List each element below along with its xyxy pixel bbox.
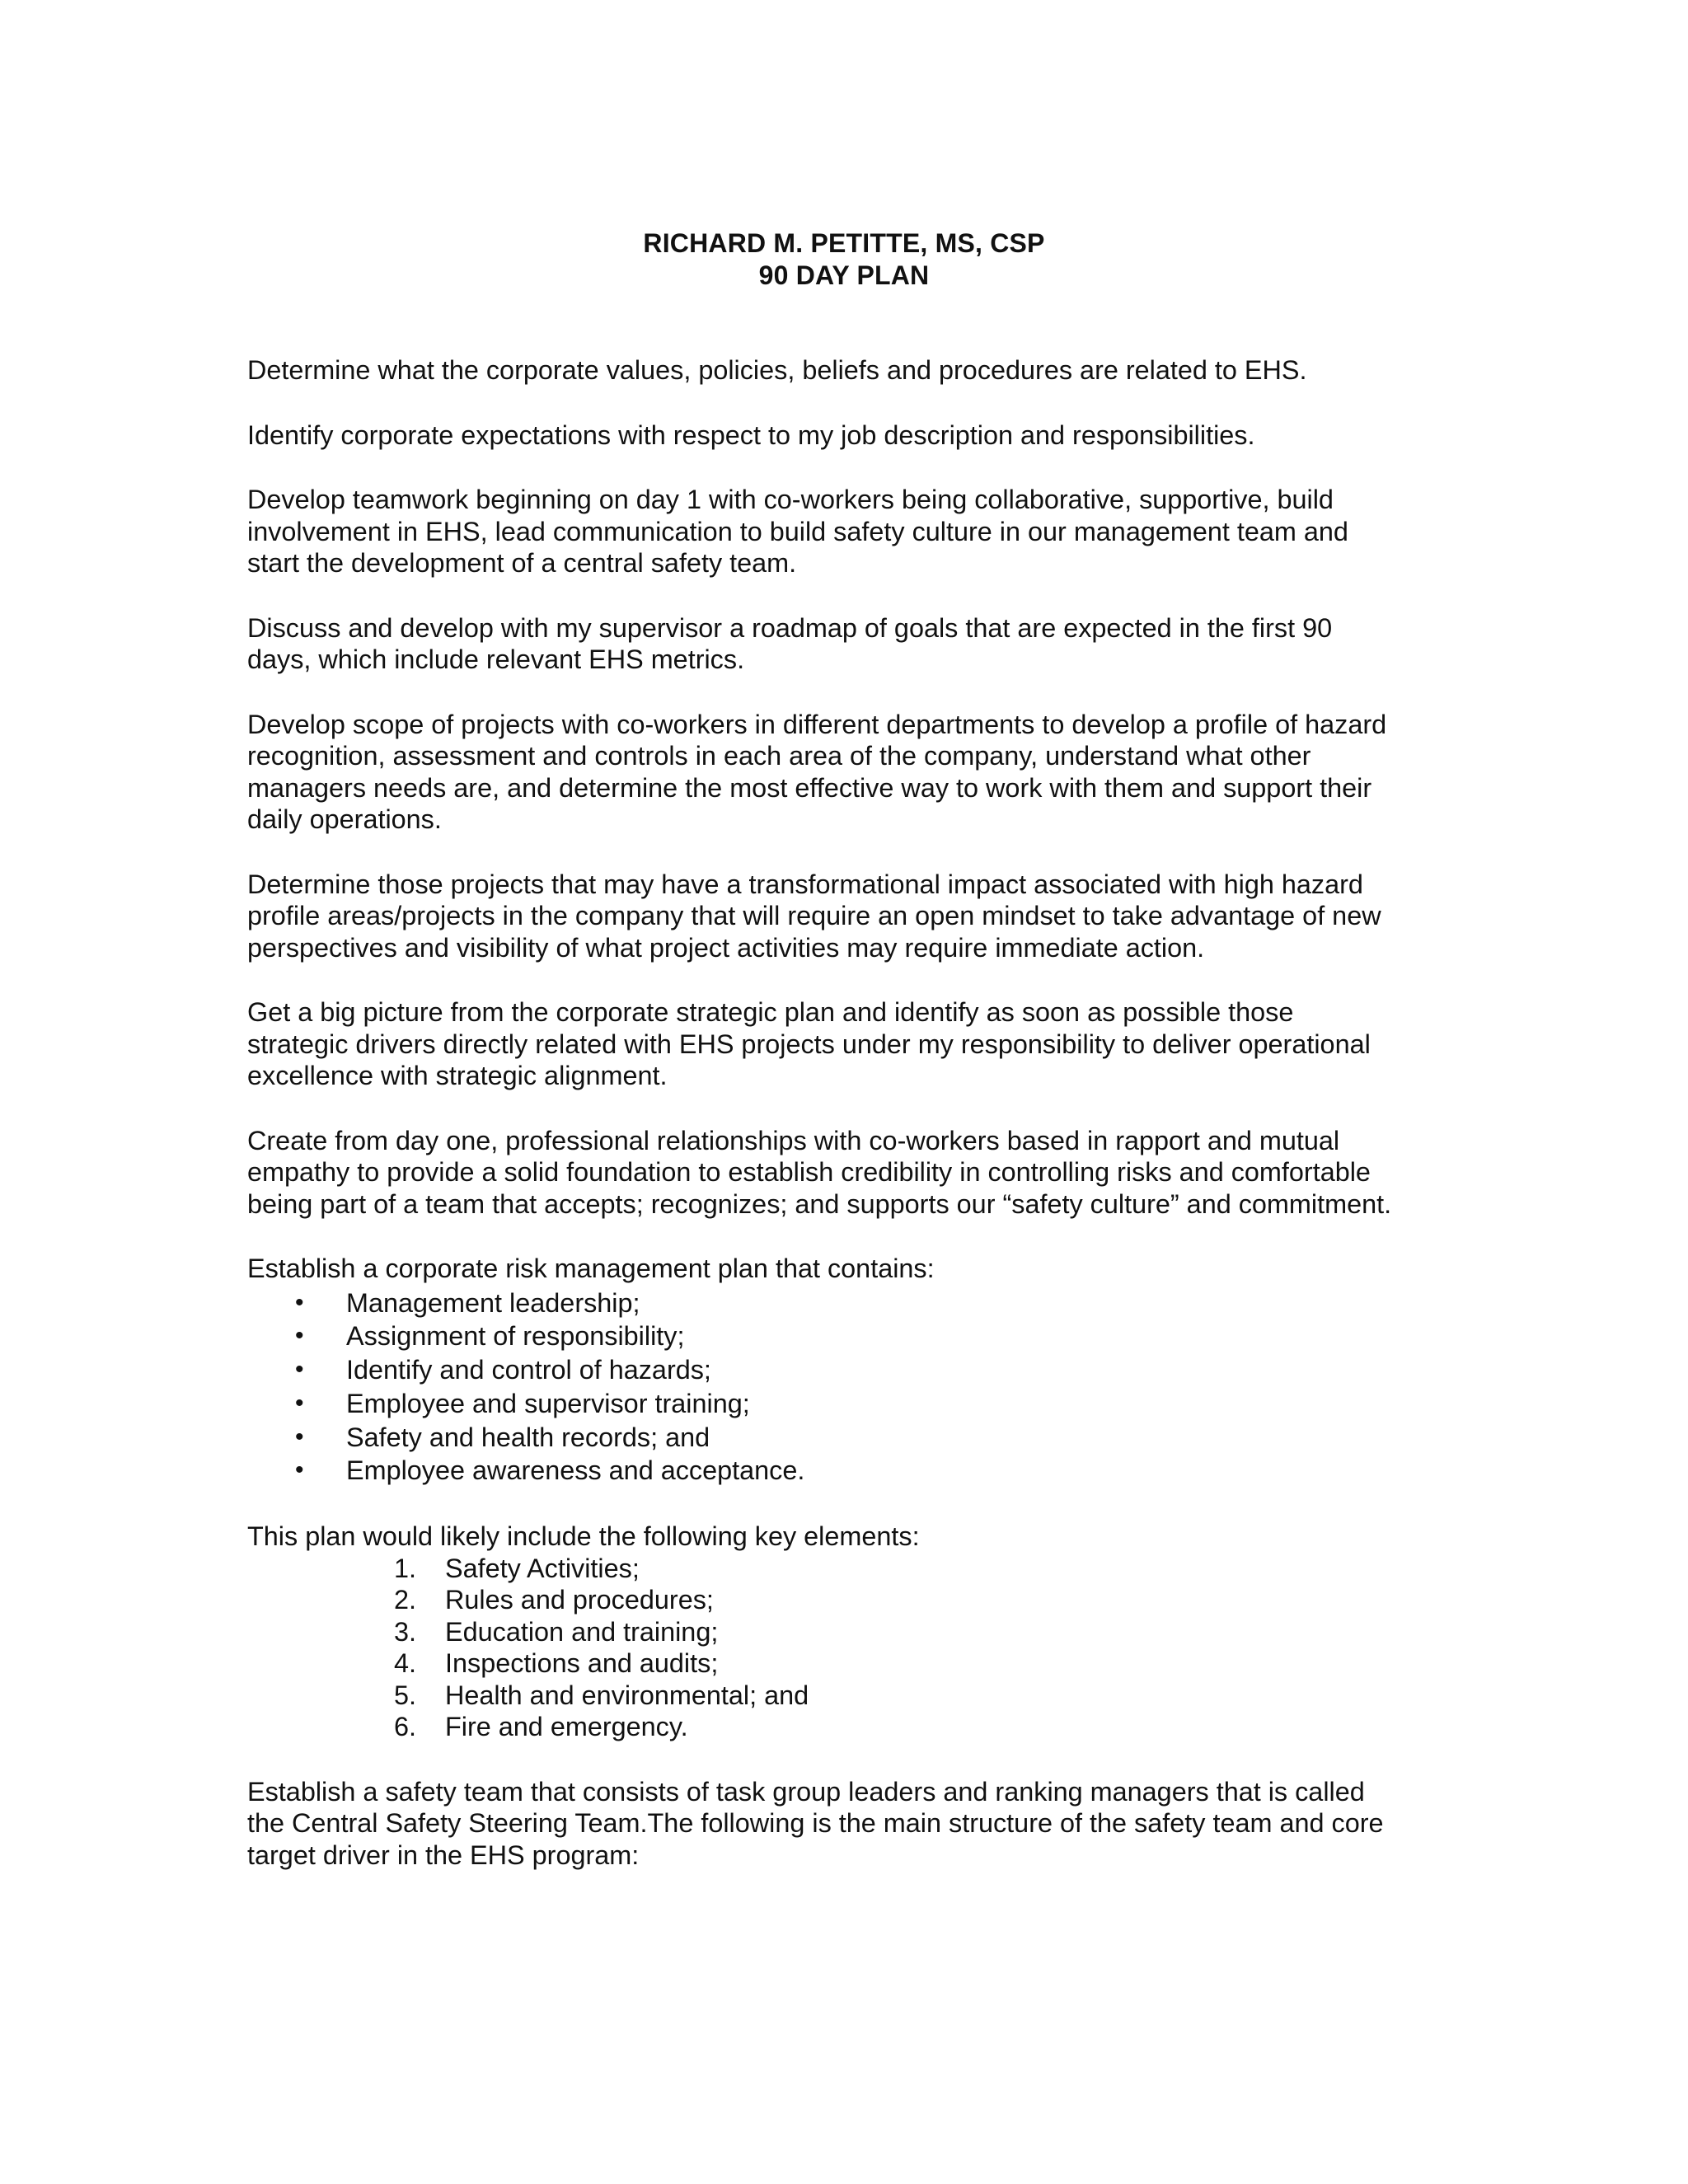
list-item-text: Employee awareness and acceptance. <box>346 1455 805 1486</box>
text-line: start the development of a central safety team. <box>247 548 797 578</box>
text-line: empathy to provide a solid foundation to establish credibility in controlling risks and comfortable <box>247 1157 1371 1187</box>
list-number: 5. <box>394 1680 417 1710</box>
paragraph <box>247 612 1434 676</box>
list-item-text: Health and environmental; and <box>445 1680 809 1710</box>
bullet-icon: • <box>295 1288 304 1316</box>
document-body <box>247 354 1434 1904</box>
paragraph <box>247 709 1434 836</box>
list-item <box>247 1286 1434 1320</box>
author-name: RICHARD M. PETITTE, MS, CSP <box>643 228 1045 258</box>
list-item <box>247 1711 1434 1743</box>
text-line: Identify corporate expectations with respect to my job description and responsibilities. <box>247 419 1255 450</box>
list-item-text: Education and training; <box>445 1616 719 1647</box>
text-line: daily operations. <box>247 804 442 834</box>
text-line: target driver in the EHS program: <box>247 1840 640 1870</box>
bullet-icon: • <box>295 1422 304 1451</box>
text-line: Get a big picture from the corporate strategic plan and identify as soon as possible those <box>247 997 1294 1027</box>
text-line: Develop teamwork beginning on day 1 with co-workers being collaborative, supportive, build <box>247 485 1334 514</box>
list-item-text: Assignment of responsibility; <box>346 1321 685 1352</box>
text-line: strategic drivers directly related with EHS projects under my responsibility to deliver operational <box>247 1029 1371 1059</box>
list-item <box>247 1680 1434 1712</box>
paragraph <box>247 354 1434 387</box>
text-line: recognition, assessment and controls in each area of the company, understand what other <box>247 741 1311 771</box>
bullet-icon: • <box>295 1356 304 1384</box>
risk-plan-intro: Establish a corporate risk management plan that contains: <box>247 1254 935 1283</box>
bullet-icon: • <box>295 1389 304 1417</box>
text-line: days, which include relevant EHS metrics. <box>247 644 745 674</box>
text-line: profile areas/projects in the company that will require an open mindset to take advantage of new <box>247 901 1381 930</box>
paragraph <box>247 869 1434 964</box>
list-item <box>247 1584 1434 1616</box>
text-line: Discuss and develop with my supervisor a roadmap of goals that are expected in the first 90 <box>247 612 1333 643</box>
risk-plan-list <box>247 1286 1434 1488</box>
list-item <box>247 1454 1434 1488</box>
paragraph <box>247 419 1434 452</box>
list-number: 1. <box>394 1553 417 1583</box>
text-line: the Central Safety Steering Team.The following is the main structure of the safety team and core <box>247 1808 1384 1839</box>
text-line: managers needs are, and determine the most effective way to work with them and support their <box>247 772 1372 803</box>
list-item <box>247 1616 1434 1648</box>
list-item-text: Inspections and audits; <box>445 1648 719 1679</box>
key-elements-intro: This plan would likely include the following key elements: <box>247 1521 920 1552</box>
list-item-text: Safety Activities; <box>445 1553 640 1583</box>
list-item <box>247 1353 1434 1387</box>
list-item-text: Management leadership; <box>346 1287 640 1318</box>
list-item <box>247 1553 1434 1585</box>
list-number: 3. <box>394 1616 417 1647</box>
list-item <box>247 1387 1434 1421</box>
text-line: excellence with strategic alignment. <box>247 1061 668 1090</box>
text-line: Create from day one, professional relationships with co-workers based in rapport and mutual <box>247 1125 1340 1155</box>
text-line: perspectives and visibility of what project activities may require immediate action. <box>247 932 1205 963</box>
bullet-icon: • <box>295 1322 304 1350</box>
list-item-text: Safety and health records; and <box>346 1422 710 1452</box>
list-item <box>247 1647 1434 1680</box>
paragraph <box>247 996 1434 1092</box>
list-number: 4. <box>394 1648 417 1679</box>
text-line: Determine what the corporate values, policies, beliefs and procedures are related to EHS. <box>247 355 1307 385</box>
text-line: Establish a safety team that consists of task group leaders and ranking managers that is called <box>247 1776 1365 1807</box>
text-line: involvement in EHS, lead communication to build safety culture in our management team and <box>247 516 1348 546</box>
list-number: 2. <box>394 1585 417 1615</box>
text-line: being part of a team that accepts; recognizes; and supports our “safety culture” and commitment. <box>247 1188 1392 1219</box>
key-elements-list <box>247 1553 1434 1743</box>
document-header <box>0 227 1688 292</box>
paragraph <box>247 484 1434 579</box>
list-item-text: Rules and procedures; <box>445 1585 714 1615</box>
list-number: 6. <box>394 1712 417 1742</box>
list-item-text: Fire and emergency. <box>445 1712 688 1742</box>
list-item-text: Employee and supervisor training; <box>346 1388 750 1418</box>
list-item <box>247 1421 1434 1455</box>
paragraph <box>247 1125 1434 1221</box>
list-item-text: Identify and control of hazards; <box>346 1355 711 1385</box>
text-line: Determine those projects that may have a transformational impact associated with high hazard <box>247 869 1363 899</box>
text-line: Develop scope of projects with co-workers in different departments to develop a profile of hazard <box>247 709 1387 739</box>
bullet-icon: • <box>295 1456 304 1484</box>
list-item <box>247 1319 1434 1353</box>
closing-paragraph <box>247 1776 1434 1872</box>
document-title: 90 DAY PLAN <box>758 260 930 290</box>
